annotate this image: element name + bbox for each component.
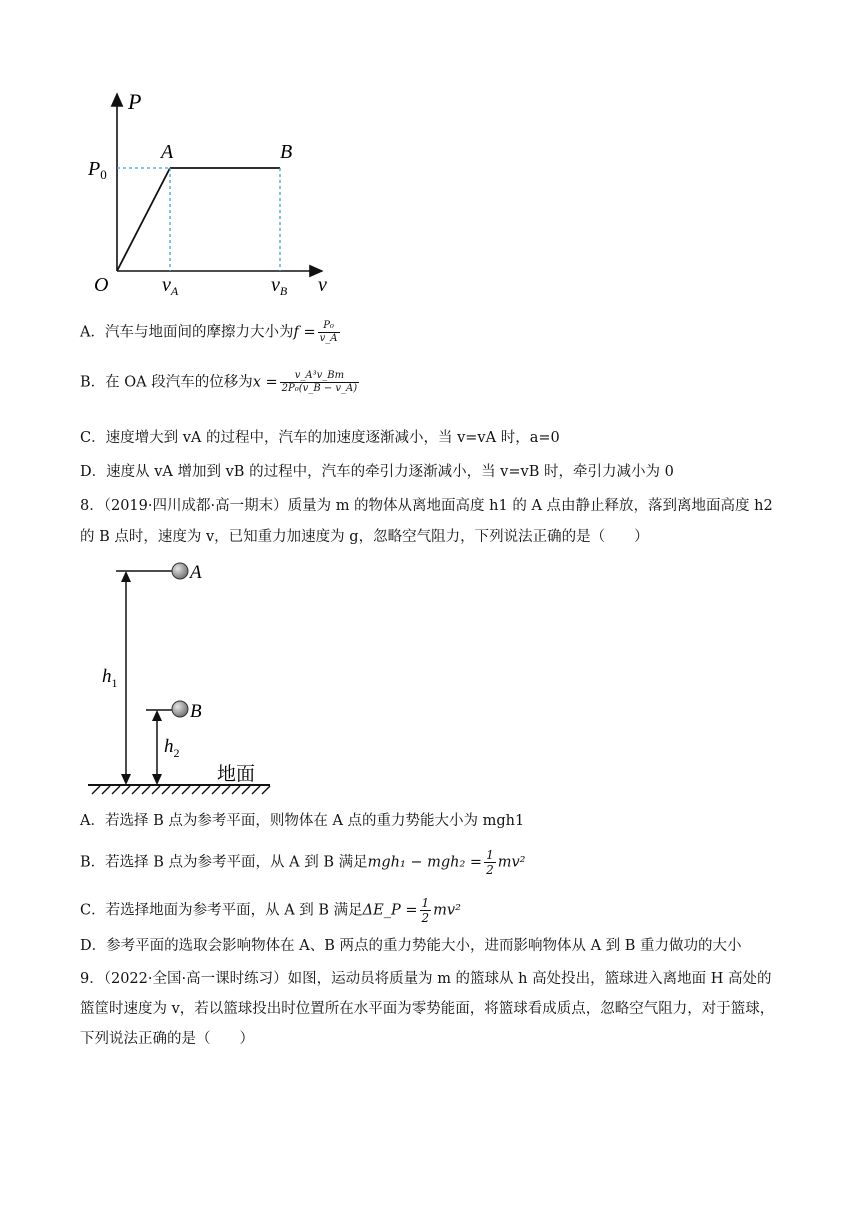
q7-option-b-num: v_A³v_Bm [280, 370, 360, 383]
q7-option-b [80, 370, 361, 395]
q8-option-a: A．若选择 B 点为参考平面，则物体在 A 点的重力势能大小为 mgh1 [80, 813, 525, 829]
q8-option-c-fraction [420, 896, 432, 925]
line-oa [117, 168, 170, 271]
q8-option-c-num: 1 [421, 896, 430, 910]
q8-stem-line2: 的 B 点时，速度为 v，已知重力加速度为 g，忽略空气阻力，下列说法正确的是（ ） [80, 529, 649, 545]
q9-stem: 9．（2022·全国·高一课时练习）如图，运动员将质量为 m 的篮球从 h 高处投出，篮球进入离地面 H 高处的篮筐时速度为 v，若以篮球投出时位置所在水平面为零势能面，将篮球看成质点，忽略空气阻力，对于篮球，下列说法正确的是（ ） [80, 971, 775, 1047]
origin-label: O [94, 274, 109, 296]
label-b: B [190, 701, 202, 722]
ball-a [172, 563, 188, 579]
vb-label: $v_B$ [271, 274, 288, 298]
q8-option-b-tail: mv² [497, 854, 526, 871]
y-axis-label: P [128, 89, 142, 114]
q7-option-b-fraction [280, 370, 360, 395]
point-a-label: A [161, 141, 174, 163]
height-diagram [80, 558, 280, 798]
q7-option-a-den: v_A [319, 333, 338, 344]
q8-option-c-tail: mv² [433, 902, 461, 919]
ground-label: 地面 [217, 764, 256, 785]
q7-option-a [80, 320, 342, 345]
q8-option-c [80, 896, 461, 925]
ball-b [172, 701, 188, 717]
q7-option-a-fraction [318, 320, 340, 345]
ground-hatching [92, 786, 270, 794]
q8-option-b-num: 1 [486, 848, 494, 862]
va-label: $v_A$ [162, 274, 179, 298]
q8-option-c-text: C．若选择地面为参考平面，从 A 到 B 满足 [80, 902, 363, 919]
h2-label: $h_2$ [164, 736, 180, 760]
q7-option-a-text: A．汽车与地面间的摩擦力大小为 [80, 324, 294, 341]
q7-option-c: C．速度增大到 vA 的过程中，汽车的加速度逐渐减小，当 v=vA 时，a=0 [80, 430, 560, 446]
p0-label: $P_0$ [88, 158, 107, 182]
q8-option-d: D．参考平面的选取会影响物体在 A、B 两点的重力势能大小，进而影响物体从 A 到 B 重力做功的大小 [80, 938, 742, 954]
h1-label: $h_1$ [102, 666, 118, 690]
q8-option-b-fraction [484, 848, 496, 877]
x-axis-label: v [318, 274, 327, 296]
q7-option-b-lhs: x = [252, 374, 278, 391]
point-b-label: B [280, 141, 293, 163]
q7-option-b-den: 2P₀(v_B − v_A) [281, 383, 358, 394]
q7-option-a-lhs: f = [293, 324, 316, 341]
q8-option-b-expr: mgh₁ − mgh₂ = [367, 854, 483, 871]
q8-stem-line1: 8．（2019·四川成都·高一期末）质量为 m 的物体从离地面高度 h1 的 A 点由静止释放，落到离地面高度 h2 [80, 498, 773, 514]
q7-option-d: D．速度从 vA 增加到 vB 的过程中，汽车的牵引力逐渐减小，当 v=vB 时，牵引力减小为 0 [80, 464, 674, 480]
q7-option-a-num: P₀ [318, 320, 340, 333]
q8-option-b [80, 848, 526, 877]
q8-option-b-text: B．若选择 B 点为参考平面，从 A 到 B 满足 [80, 854, 368, 871]
power-velocity-graph [80, 88, 340, 300]
label-a: A [190, 562, 202, 583]
q8-option-c-expr: ΔE_P = [362, 902, 418, 919]
q8-option-b-den: 2 [486, 863, 494, 877]
q8-option-c-den: 2 [421, 911, 430, 925]
q7-option-b-text: B．在 OA 段汽车的位移为 [80, 374, 253, 391]
